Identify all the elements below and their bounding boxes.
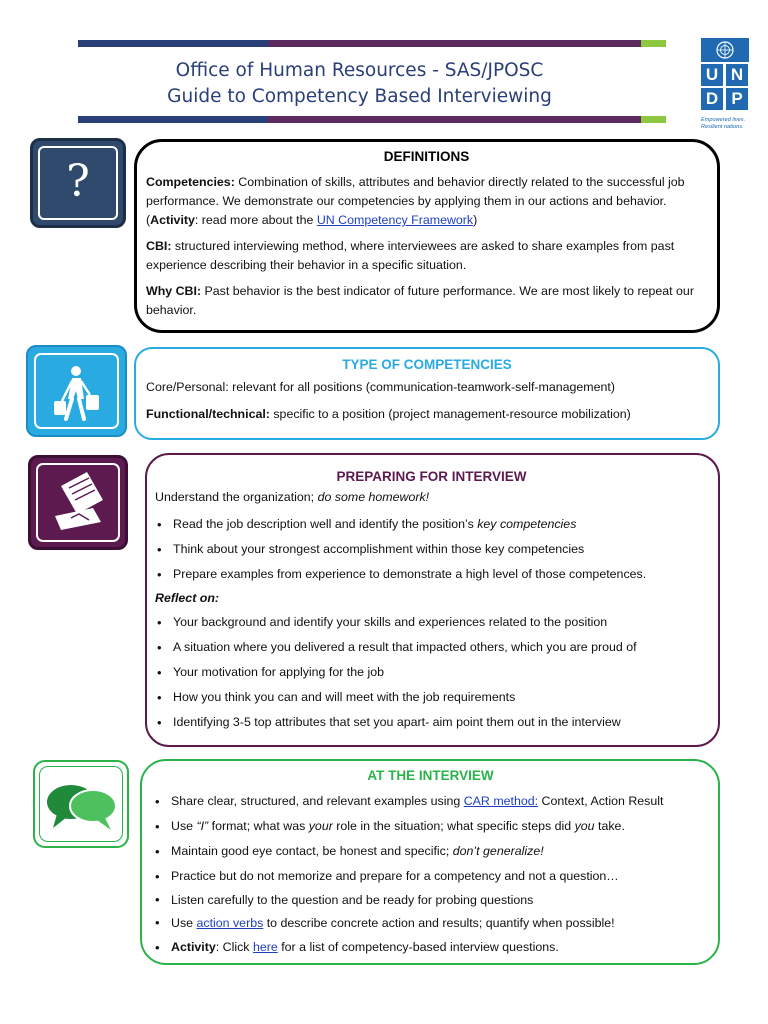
- list-item-emphasis: “I”: [196, 819, 209, 833]
- competency-types-panel: [134, 347, 720, 440]
- page-title-line-1: Office of Human Resources - SAS/JPOSC: [175, 60, 544, 81]
- preparing-intro: [155, 488, 708, 507]
- list-item-text: Context, Action Result: [538, 794, 664, 808]
- list-item-text: Read the job description well and identify the position’s: [173, 517, 478, 531]
- intro-emphasis: do some homework!: [317, 490, 430, 504]
- list-item-text: Use: [171, 819, 197, 833]
- interview-title: AT THE INTERVIEW: [367, 768, 494, 783]
- action-verbs-link[interactable]: action verbs: [196, 916, 264, 930]
- preparing-list-a: [155, 512, 708, 587]
- list-item: [155, 537, 708, 562]
- close-paren: ): [473, 213, 478, 227]
- list-item: [153, 789, 708, 814]
- logo-letter-p: P: [726, 88, 748, 110]
- core-personal-line: [146, 378, 708, 397]
- why-cbi-text: Past behavior is the best indicator of future performance. We are most likely to repeat our behavior.: [146, 284, 694, 317]
- list-item-emphasis: you: [574, 819, 595, 833]
- logo-letter-d: D: [701, 88, 723, 110]
- list-item-emphasis: don’t generalize!: [452, 844, 544, 858]
- list-item-text: Share clear, structured, and relevant examples using: [171, 794, 464, 808]
- definitions-question-icon: [30, 138, 126, 228]
- competencies-definition: [146, 173, 707, 230]
- list-item-emphasis: your: [308, 819, 333, 833]
- documents-icon: [28, 455, 128, 550]
- functional-technical-label: Functional/technical:: [146, 407, 270, 421]
- list-item-text: Maintain good eye contact, be honest and specific;: [171, 844, 453, 858]
- why-cbi-label: Why CBI:: [146, 284, 202, 298]
- question-mark-glyph: ?: [66, 156, 90, 207]
- list-item: [155, 512, 708, 537]
- list-item: • Practice but do not memorize and prepare for a competency and not a question…: [153, 864, 708, 889]
- interview-panel: [140, 759, 720, 965]
- list-item: • How you think you can and will meet with the job requirements: [155, 685, 708, 710]
- list-item-text: role in the situation; what specific steps did: [332, 819, 575, 833]
- functional-technical-line: [146, 405, 708, 424]
- competencies-label: Competencies:: [146, 175, 235, 189]
- logo-tagline: [701, 117, 761, 131]
- un-emblem-icon: [701, 38, 749, 62]
- list-item-text: : Click: [215, 940, 253, 954]
- core-personal-label: Core/Personal:: [146, 380, 229, 394]
- why-cbi-definition: [146, 282, 707, 320]
- list-item: [153, 911, 708, 935]
- activity-label: Activity: [171, 940, 216, 954]
- preparing-list-b: [155, 610, 708, 735]
- functional-technical-text: specific to a position (project management-resource mobilization): [269, 407, 631, 421]
- competency-types-title: TYPE OF COMPETENCIES: [342, 357, 512, 372]
- activity-text: : read more about the: [194, 213, 317, 227]
- core-personal-text: relevant for all positions (communication-teamwork-self-management): [228, 380, 615, 394]
- list-item-text: Think about your strongest accomplishment within those key competencies: [173, 542, 585, 556]
- car-method-link[interactable]: CAR method:: [463, 794, 539, 808]
- list-item-text: Prepare examples from experience to demonstrate a high level of those competences.: [173, 567, 647, 581]
- definitions-title: DEFINITIONS: [383, 149, 470, 164]
- speech-bubbles-icon: [33, 760, 129, 848]
- list-item: • Identifying 3-5 top attributes that set you apart- aim point them out in the interview: [155, 710, 708, 735]
- list-item-text: format; what was: [208, 819, 309, 833]
- interview-list: [153, 789, 708, 960]
- list-item: [153, 814, 708, 839]
- un-competency-framework-link[interactable]: UN Competency Framework: [316, 213, 474, 227]
- list-item: • Your motivation for applying for the job: [155, 660, 708, 685]
- preparing-panel: [145, 453, 720, 747]
- list-item: [155, 562, 708, 587]
- cbi-definition: [146, 237, 707, 275]
- here-link[interactable]: here: [252, 940, 278, 954]
- logo-letter-u: U: [701, 64, 723, 86]
- header-top-bar: [78, 40, 666, 47]
- cbi-label: CBI:: [146, 239, 172, 253]
- activity-label: Activity: [150, 213, 195, 227]
- intro-text: Understand the organization;: [155, 490, 318, 504]
- definitions-panel: [134, 139, 720, 333]
- list-item: [153, 839, 708, 864]
- list-item: • Listen carefully to the question and be ready for probing questions: [153, 889, 708, 911]
- reflect-on-text: Reflect on:: [155, 591, 220, 605]
- list-item-emphasis: key competencies: [477, 517, 577, 531]
- logo-letter-n: N: [726, 64, 748, 86]
- page-title-line-2: Guide to Competency Based Interviewing: [167, 86, 552, 107]
- preparing-title: PREPARING FOR INTERVIEW: [336, 469, 527, 484]
- tagline-line-2: Resilient nations.: [701, 124, 744, 130]
- header-bottom-bar: [78, 116, 666, 123]
- list-item: • A situation where you delivered a result that impacted others, which you are proud of: [155, 635, 708, 660]
- list-item-text: to describe concrete action and results; quantify when possible!: [263, 916, 615, 930]
- reflect-on-heading: [155, 589, 708, 608]
- list-item-text: Use: [171, 916, 197, 930]
- list-item-text: for a list of competency-based interview questions.: [277, 940, 559, 954]
- undp-logo: [701, 38, 749, 110]
- list-item: [153, 935, 708, 960]
- competencies-text: Combination of skills, attributes and behavior directly related to the successful job performance. We demonstrate our competencies by applying them in our actions and behavior. (: [146, 175, 685, 227]
- list-item-text: take.: [594, 819, 625, 833]
- list-item: • Your background and identify your skills and experiences related to the position: [155, 610, 708, 635]
- tagline-line-1: Empowered lives.: [701, 117, 746, 123]
- traveler-icon: [26, 345, 127, 437]
- cbi-text: structured interviewing method, where interviewees are asked to share examples from past experience describing their behavior in a specific situation.: [146, 239, 675, 272]
